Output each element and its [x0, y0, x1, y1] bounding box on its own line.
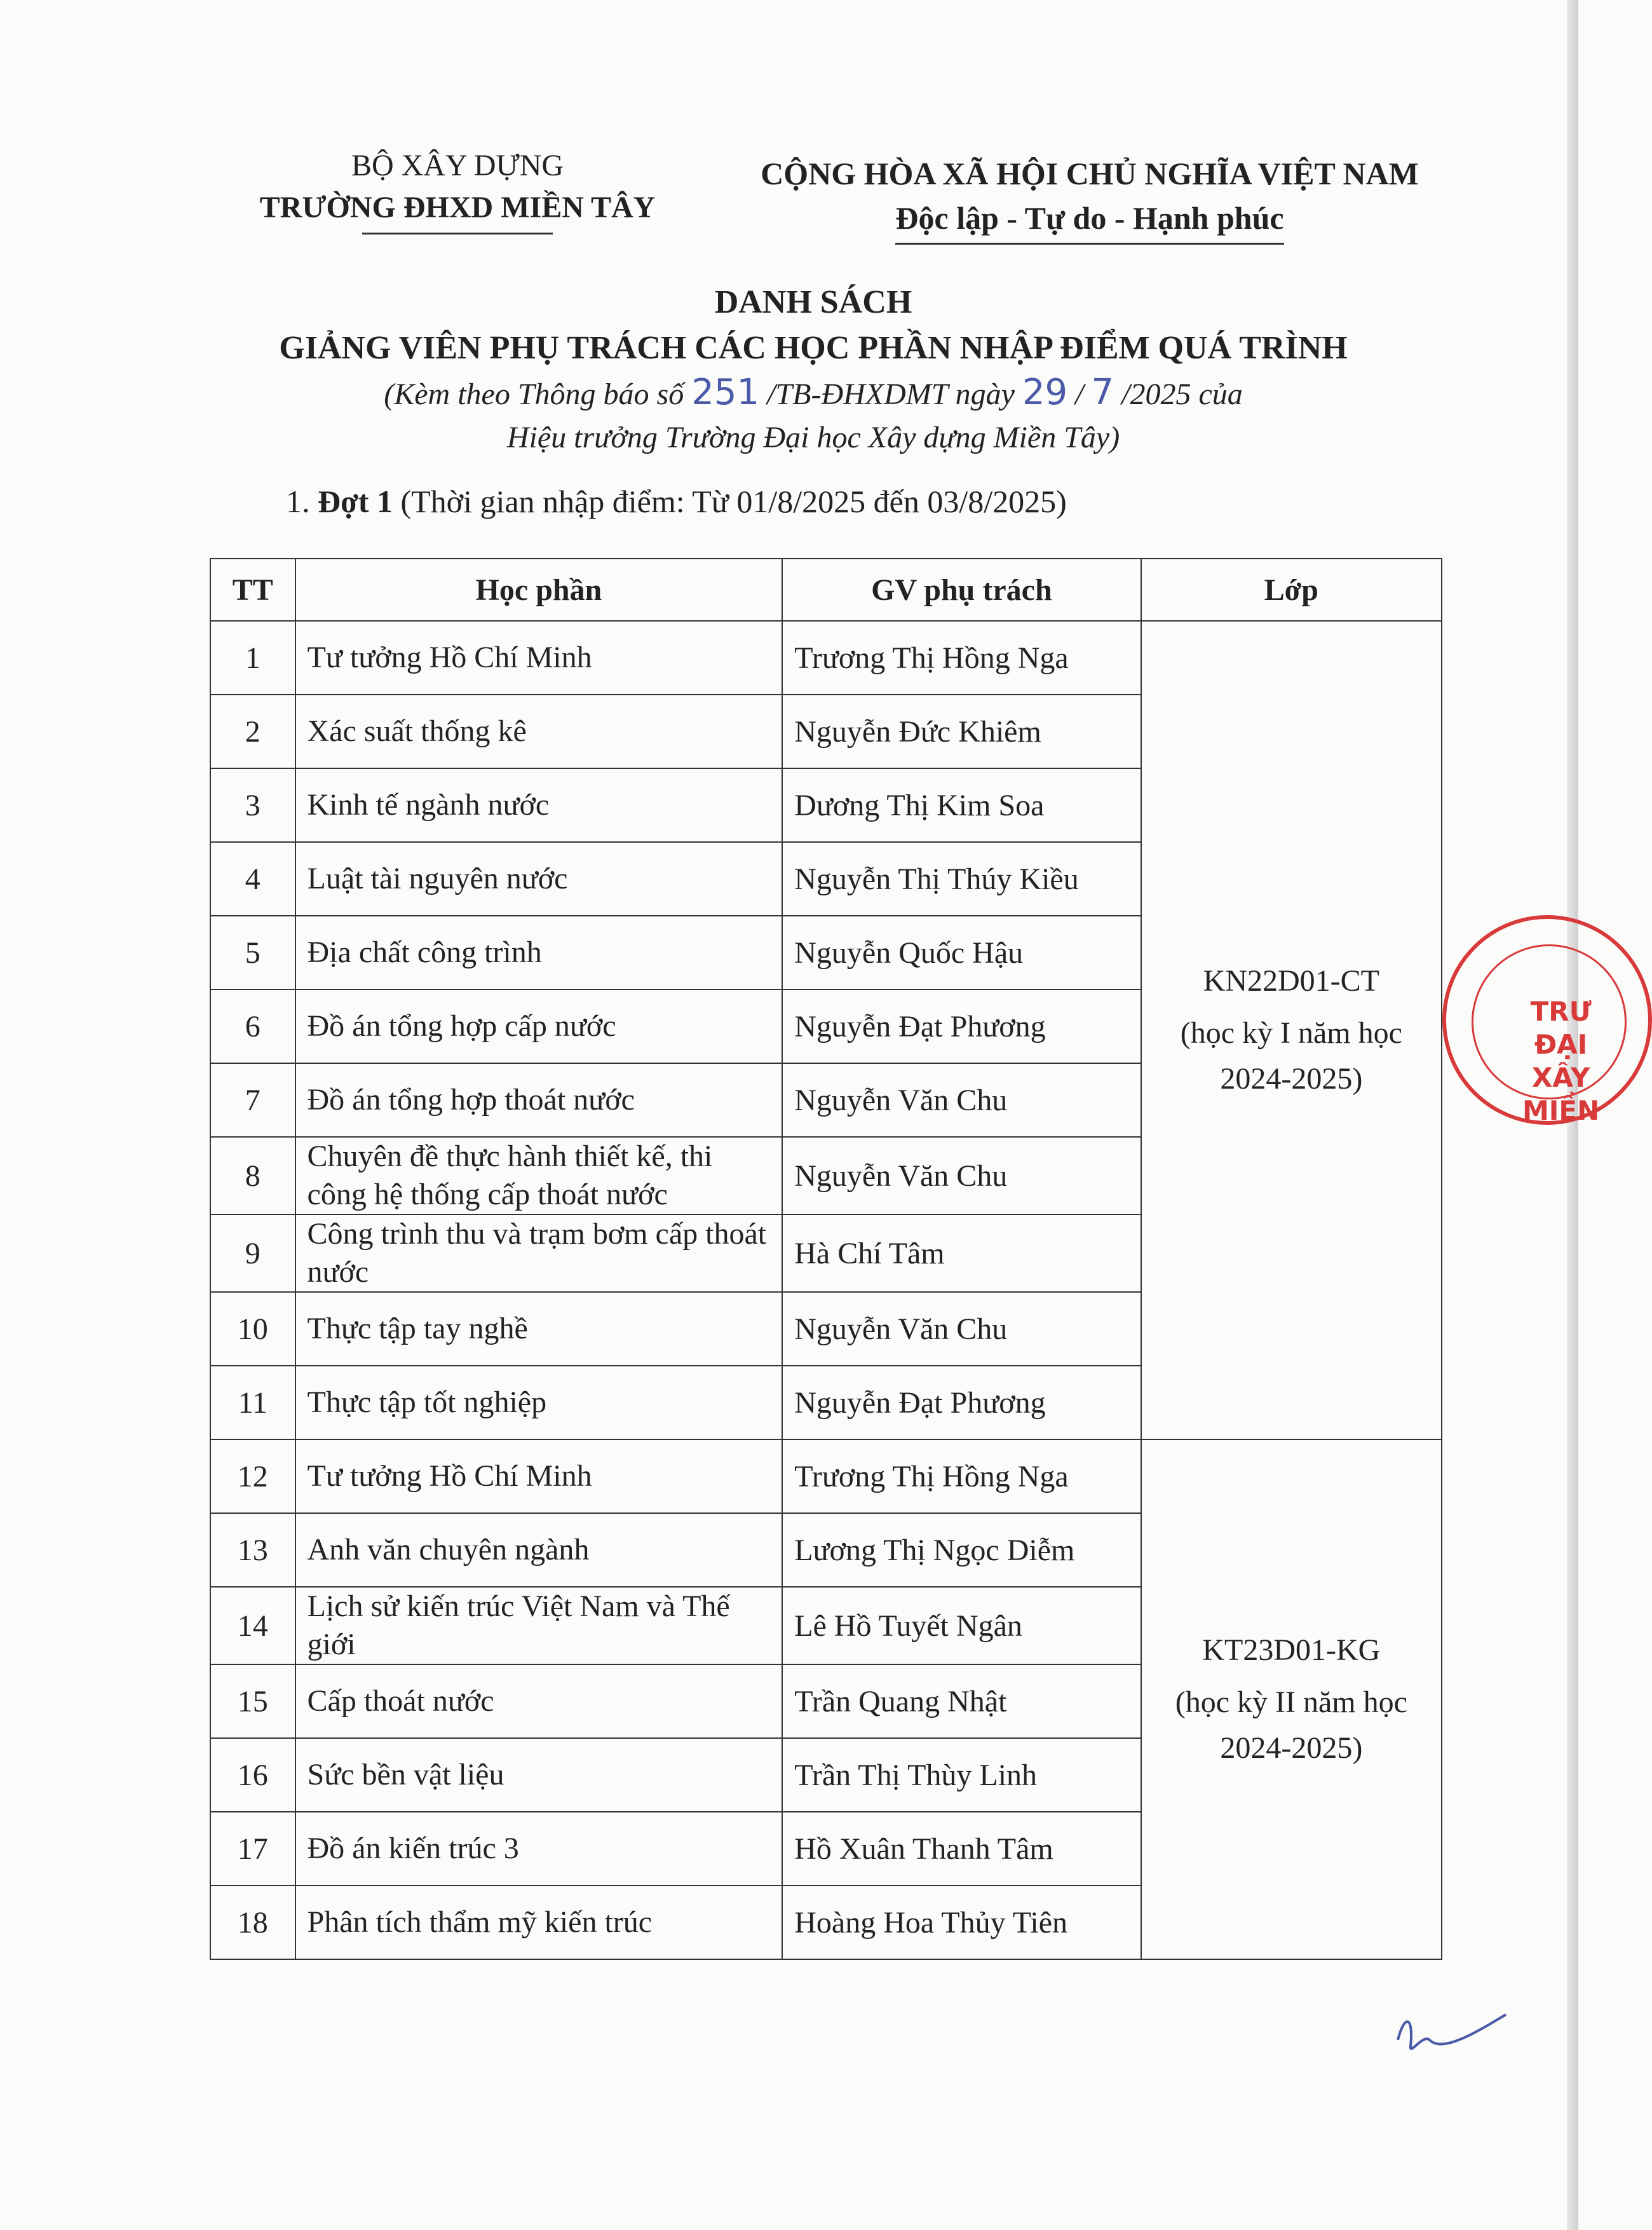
assignment-table — [210, 558, 1442, 1960]
course-name: Phân tích thẩm mỹ kiến trúc — [295, 1886, 783, 1959]
subtitle-slash: / — [1075, 377, 1084, 411]
national-header — [743, 151, 1436, 245]
course-name: Lịch sử kiến trúc Việt Nam và Thế giới — [295, 1587, 783, 1664]
subtitle-prefix: (Kèm theo Thông báo số — [384, 377, 684, 411]
phase-detail: (Thời gian nhập điểm: Từ 01/8/2025 đến 03/8/2025) — [400, 484, 1067, 519]
row-number: 1 — [210, 621, 295, 695]
course-name: Anh văn chuyên ngành — [295, 1513, 783, 1587]
course-name: Xác suất thống kê — [295, 695, 783, 768]
course-name: Đồ án kiến trúc 3 — [295, 1812, 783, 1886]
signature-mark — [1385, 1995, 1512, 2065]
row-number: 8 — [210, 1137, 295, 1214]
lecturer-name: Trần Thị Thùy Linh — [782, 1738, 1141, 1812]
row-number: 4 — [210, 842, 295, 916]
title-line-2: GIẢNG VIÊN PHỤ TRÁCH CÁC HỌC PHẦN NHẬP ĐIỂM QUÁ TRÌNH — [279, 330, 1348, 366]
row-number: 16 — [210, 1738, 295, 1812]
class-code: KT23D01-KG — [1202, 1633, 1381, 1667]
subtitle-line-2: Hiệu trưởng Trường Đại học Xây dựng Miền Tây) — [506, 421, 1120, 454]
lecturer-name: Trương Thị Hồng Nga — [782, 621, 1141, 695]
row-number: 14 — [210, 1587, 295, 1664]
phase-heading — [286, 483, 1067, 520]
row-number: 5 — [210, 916, 295, 989]
phase-label: Đợt 1 — [318, 484, 393, 519]
course-name: Kinh tế ngành nước — [295, 768, 783, 842]
lecturer-name: Dương Thị Kim Soa — [782, 768, 1141, 842]
handwritten-month: 7 — [1091, 372, 1114, 413]
row-number: 10 — [210, 1292, 295, 1366]
course-name: Chuyên đề thực hành thiết kế, thi công hệ thống cấp thoát nước — [295, 1137, 783, 1214]
row-number: 12 — [210, 1439, 295, 1513]
phase-number: 1. — [286, 484, 310, 519]
course-name: Đồ án tổng hợp cấp nước — [295, 989, 783, 1063]
title-line-1: DANH SÁCH — [714, 284, 912, 320]
course-name: Luật tài nguyên nước — [295, 842, 783, 916]
class-term: (học kỳ II năm học 2024-2025) — [1175, 1685, 1407, 1765]
header-course: Học phần — [295, 559, 783, 621]
lecturer-name: Nguyễn Văn Chu — [782, 1292, 1141, 1366]
header-lecturer: GV phụ trách — [782, 559, 1141, 621]
header-tt: TT — [210, 559, 295, 621]
row-number: 3 — [210, 768, 295, 842]
course-name: Thực tập tay nghề — [295, 1292, 783, 1366]
official-seal — [1442, 915, 1652, 1125]
class-code: KN22D01-CT — [1203, 964, 1379, 998]
course-name: Cấp thoát nước — [295, 1664, 783, 1738]
issuer-header — [248, 145, 667, 235]
ministry-name: BỘ XÂY DỰNG — [351, 149, 564, 182]
lecturer-name: Hà Chí Tâm — [782, 1214, 1141, 1292]
lecturer-name: Trương Thị Hồng Nga — [782, 1439, 1141, 1513]
course-name: Đồ án tổng hợp thoát nước — [295, 1063, 783, 1137]
row-number: 9 — [210, 1214, 295, 1292]
row-number: 2 — [210, 695, 295, 768]
lecturer-name: Trần Quang Nhật — [782, 1664, 1141, 1738]
handwritten-number: 251 — [691, 372, 760, 413]
seal-text: TRƯ ĐẠI XÂY MIỀN — [1522, 996, 1600, 1126]
national-motto: Độc lập - Tự do - Hạnh phúc — [895, 196, 1283, 245]
row-number: 7 — [210, 1063, 295, 1137]
table-header-row — [210, 559, 1442, 621]
table-row — [210, 1439, 1442, 1513]
lecturer-name: Lương Thị Ngọc Diễm — [782, 1513, 1141, 1587]
course-name: Địa chất công trình — [295, 916, 783, 989]
lecturer-name: Nguyễn Đạt Phương — [782, 1366, 1141, 1439]
document-title — [191, 280, 1436, 371]
header-class: Lớp — [1141, 559, 1442, 621]
lecturer-name: Hồ Xuân Thanh Tâm — [782, 1812, 1141, 1886]
course-name: Tư tưởng Hồ Chí Minh — [295, 621, 783, 695]
lecturer-name: Hoàng Hoa Thủy Tiên — [782, 1886, 1141, 1959]
handwritten-day: 29 — [1022, 372, 1068, 413]
class-term: (học kỳ I năm học 2024-2025) — [1180, 1016, 1402, 1096]
document-subtitle — [191, 371, 1436, 459]
table-body — [210, 621, 1442, 1959]
school-name: TRƯỜNG ĐHXD MIỀN TÂY — [259, 191, 656, 224]
course-name: Thực tập tốt nghiệp — [295, 1366, 783, 1439]
class-group — [1141, 621, 1442, 1439]
lecturer-name: Lê Hồ Tuyết Ngân — [782, 1587, 1141, 1664]
lecturer-name: Nguyễn Văn Chu — [782, 1137, 1141, 1214]
lecturer-name: Nguyễn Quốc Hậu — [782, 916, 1141, 989]
lecturer-name: Nguyễn Thị Thúy Kiều — [782, 842, 1141, 916]
row-number: 13 — [210, 1513, 295, 1587]
subtitle-suffix: /2025 của — [1121, 377, 1243, 411]
lecturer-name: Nguyễn Đạt Phương — [782, 989, 1141, 1063]
class-group — [1141, 1439, 1442, 1959]
subtitle-mid: /TB-ĐHXDMT ngày — [767, 377, 1015, 411]
republic-name: CỘNG HÒA XÃ HỘI CHỦ NGHĨA VIỆT NAM — [761, 156, 1419, 191]
row-number: 11 — [210, 1366, 295, 1439]
lecturer-name: Nguyễn Đức Khiêm — [782, 695, 1141, 768]
row-number: 6 — [210, 989, 295, 1063]
lecturer-name: Nguyễn Văn Chu — [782, 1063, 1141, 1137]
course-name: Tư tưởng Hồ Chí Minh — [295, 1439, 783, 1513]
row-number: 15 — [210, 1664, 295, 1738]
table-row — [210, 621, 1442, 695]
course-name: Sức bền vật liệu — [295, 1738, 783, 1812]
course-name: Công trình thu và trạm bơm cấp thoát nước — [295, 1214, 783, 1292]
row-number: 17 — [210, 1812, 295, 1886]
header-divider — [362, 233, 553, 235]
row-number: 18 — [210, 1886, 295, 1959]
